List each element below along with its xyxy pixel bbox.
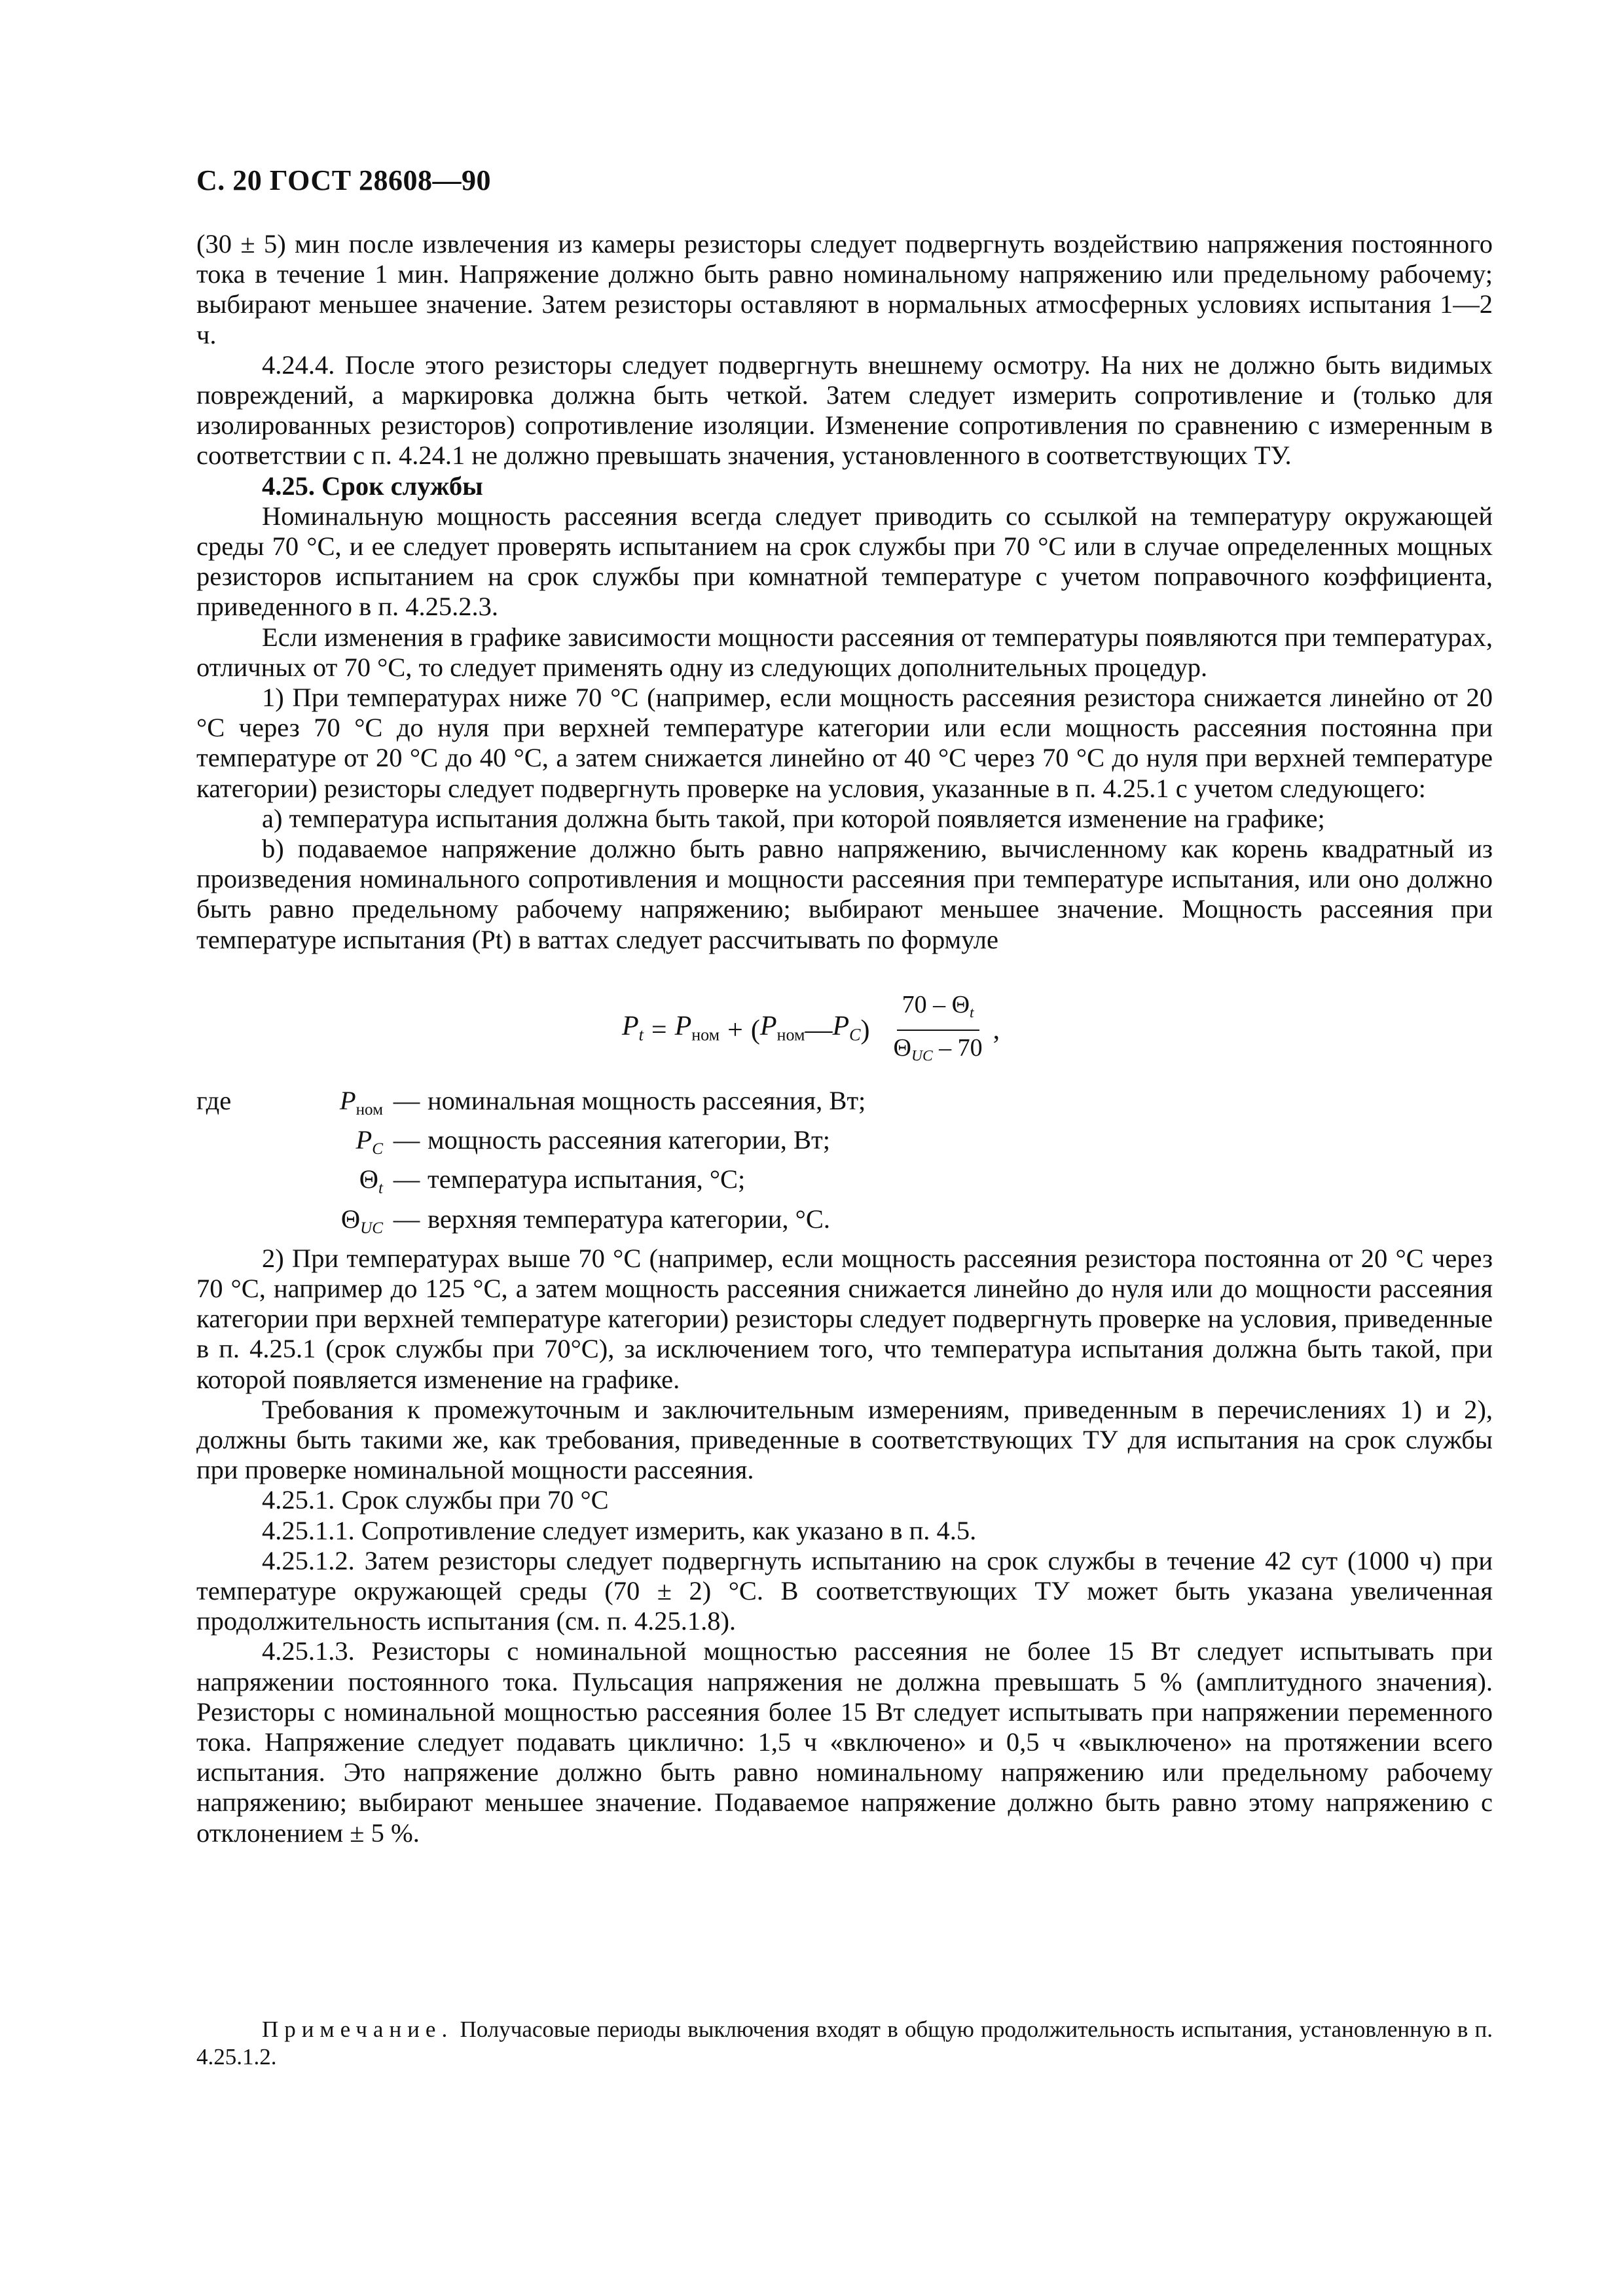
legend-row: $\Theta_t$ — температура испытания, °С; bbox=[359, 1164, 746, 1198]
paragraph: Номинальную мощность рассеяния всегда следует приводить со ссылкой на температуру окружающей среды 70 °С, и ее следует проверять испытанием на срок службы при 70 °С или в случае определенных мощных резисторов испытанием на срок службы при комнатной температуре с учетом поправочного коэффициента, приведенного в п. 4.25.2.3. bbox=[196, 501, 1493, 622]
legend-row: $P_C$ — мощность рассеяния категории, Вт; bbox=[356, 1125, 830, 1158]
note-text: Получасовые периоды выключения входят в общую продолжительность испытания, установленную в п. 4.25.1.2. bbox=[196, 2017, 1493, 2070]
page-header: С. 20 ГОСТ 28608—90 bbox=[196, 164, 492, 196]
note-label: Примечание. bbox=[262, 2017, 454, 2042]
list-item: b) подаваемое напряжение должно быть равно напряжению, вычисленному как корень квадратный из произведения номинального сопротивления и мощности рассеяния при температуре испытания, или оно должно быть равно предельному рабочему напряжению; выбирают меньшее значение. Мощность рассеяния при температуре испытания (Pt) в ваттах следует рассчитывать по формуле bbox=[196, 834, 1493, 954]
paragraph: 4.25.1.3. Резисторы с номинальной мощностью рассеяния не более 15 Вт следует испытывать при напряжении постоянного тока. Пульсация напряжения не должна превышать 5 % (амплитудного значения). Резисторы с номинальной мощностью рассеяния более 15 Вт следует испытывать при напряжении переменного тока. Напряжение следует подавать циклично: 1,5 ч «включено» и 0,5 ч «выключено» на протяжении всего испытания. Это напряжение должно быть равно номинальному напряжению или предельному рабочему напряжению; выбирают меньшее значение. Подаваемое напряжение должно быть равно этому напряжению с отклонением ± 5 %. bbox=[196, 1636, 1493, 1848]
formula-legend bbox=[196, 1086, 1493, 1244]
subsection-heading: 4.25.1. Срок службы при 70 °С bbox=[262, 1485, 609, 1515]
paragraph: Требования к промежуточным и заключительным измерениям, приведенным в перечислениях 1) и 2), должны быть такими же, как требования, приведенные в соответствующих ТУ для испытания на срок службы при проверке номинальной мощности рассеяния. bbox=[196, 1394, 1493, 1485]
paragraph: 4.25.1.1. Сопротивление следует измерить, как указано в п. 4.5. bbox=[262, 1515, 977, 1545]
legend-row: где $P_{ном}$ — номинальная мощность рассеяния, Вт; bbox=[196, 1085, 866, 1119]
section-heading: 4.25. Срок службы bbox=[262, 471, 483, 501]
formula-block bbox=[196, 968, 1493, 1081]
body-text bbox=[196, 229, 1493, 1848]
note bbox=[196, 2016, 1493, 2071]
formula-fraction: $\frac{70 - \Theta_t}{\Theta_{UC} - 70}$ bbox=[893, 990, 983, 1065]
list-item: а) температура испытания должна быть такой, при которой появляется изменение на графике; bbox=[262, 803, 1325, 833]
paragraph: 4.24.4. После этого резисторы следует подвергнуть внешнему осмотру. На них не должно быть видимых повреждений, а маркировка должна быть четкой. Затем следует измерить сопротивление и (только для изолированных резисторов) сопротивление изоляции. Изменение сопротивления по сравнению с измеренным в соответствии с п. 4.24.1 не должно превышать значения, установленного в соответствующих ТУ. bbox=[196, 350, 1493, 471]
power-formula: $P_t$ = $P_{ном}$ + ( $P_{ном}$ — $P_C$ ) $\frac{70 - \Theta_t}{\Theta_{UC} - 70}$ , bbox=[622, 990, 1000, 1071]
list-item: 2) При температурах выше 70 °С (например, если мощность рассеяния резистора постоянна от 20 °С через 70 °С, например до 125 °С, а затем мощность рассеяния снижается линейно до нуля или до мощности рассеяния категории при верхней температуре категории) резисторы следует подвергнуть проверке на условия, приведенные в п. 4.25.1 (срок службы при 70°С), за исключением того, что температура испытания должна быть такой, при которой появляется изменение на графике. bbox=[196, 1243, 1493, 1394]
list-item: 1) При температурах ниже 70 °С (например, если мощность рассеяния резистора снижается линейно от 20 °С через 70 °С до нуля при верхней температуре категории или если мощность рассеяния постоянна при температуре от 20 °С до 40 °С, а затем снижается линейно от 40 °С через 70 °С до нуля при верхней температуре категории) резисторы следует подвергнуть проверке на условия, указанные в п. 4.25.1 с учетом следующего: bbox=[196, 683, 1493, 803]
legend-row: $\Theta_{UC}$ — верхняя температура категории, °С. bbox=[340, 1204, 831, 1237]
paragraph: (30 ± 5) мин после извлечения из камеры резисторы следует подвергнуть воздействию напряжения постоянного тока в течение 1 мин. Напряжение должно быть равно номинальному напряжению или предельному рабочему; выбирают меньшее значение. Затем резисторы оставляют в нормальных атмосферных условиях испытания 1—2 ч. bbox=[196, 229, 1493, 350]
paragraph: 4.25.1.2. Затем резисторы следует подвергнуть испытанию на срок службы в течение 42 сут (1000 ч) при температуре окружающей среды (70 ± 2) °С. В соответствующих ТУ может быть указана увеличенная продолжительность испытания (см. п. 4.25.1.8). bbox=[196, 1545, 1493, 1636]
paragraph: Если изменения в графике зависимости мощности рассеяния от температуры появляются при температурах, отличных от 70 °С, то следует применять одну из следующих дополнительных процедур. bbox=[196, 622, 1493, 682]
